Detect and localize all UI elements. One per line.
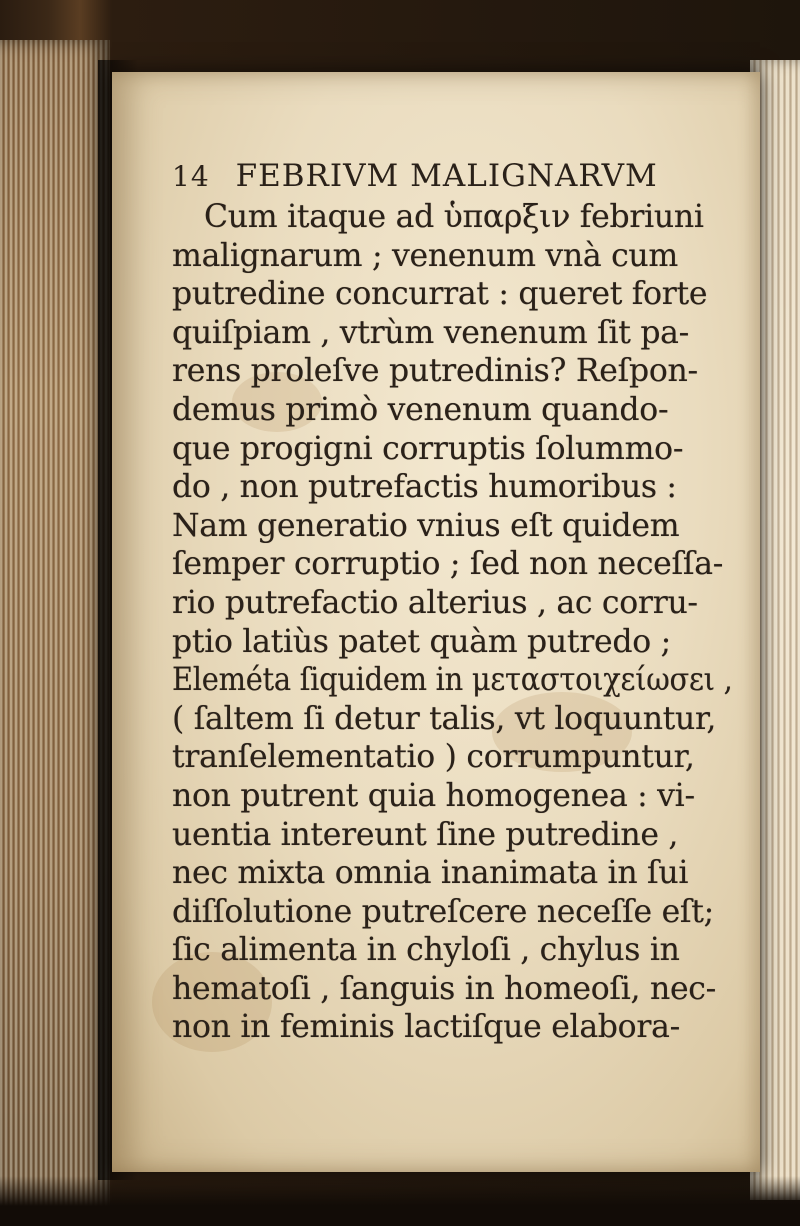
text-line: Cum itaque ad ὑπαρξιν febriuni (204, 199, 704, 235)
text-line: quiſpiam , vtrùm venenum ſit pa- (172, 314, 690, 351)
running-head (172, 158, 732, 194)
text-line: non putrent quia homogenea : vi- (172, 777, 695, 814)
text-line: malignarum ; venenum vnà cum (172, 237, 678, 274)
text-line: ( ſaltem ſi detur talis, vt loquuntur, (172, 700, 717, 737)
text-line: ptio latiùs patet quàm putredo ; (172, 623, 671, 660)
running-head-title: FEBRIVM MALIGNARVM (235, 158, 658, 194)
page-number: 14 (172, 160, 210, 193)
text-line: rens proleſve putredinis? Reſpon- (172, 353, 698, 390)
text-line: rio putrefactio alterius , ac corru- (172, 584, 698, 621)
text-line: Nam generatio vnius eſt quidem (172, 507, 680, 544)
text-line: nec mixta omnia inanimata in ſui (172, 855, 689, 892)
text-line: tranſelementatio ) corrumpuntur, (172, 739, 695, 776)
text-line: hematoſi , ſanguis in homeoſi, nec- (172, 970, 716, 1007)
text-line: uentia intereunt ſine putredine , (172, 816, 679, 853)
text-line: putredine concurrat : queret forte (172, 276, 708, 313)
text-line: non in feminis lactiſque elabora- (172, 1009, 680, 1046)
book-page-edges-left (0, 40, 110, 1226)
text-line: demus primò venenum quando- (172, 391, 669, 428)
text-line: Eleméta ſiquidem in μεταστοιχείωσει , (172, 662, 733, 699)
text-line: diſſolutione putreſcere neceſſe eſt; (172, 893, 714, 930)
bottom-shadow (0, 1176, 800, 1226)
text-line: do , non putrefactis humoribus : (172, 469, 677, 506)
text-line: ſemper corruptio ; ſed non neceſſa- (172, 546, 724, 583)
text-block (172, 158, 732, 1047)
text-line: ſic alimenta in chyloſi , chylus in (172, 932, 680, 969)
text-line: que progigni corruptis ſolummo- (172, 430, 684, 467)
book-page (112, 72, 760, 1172)
